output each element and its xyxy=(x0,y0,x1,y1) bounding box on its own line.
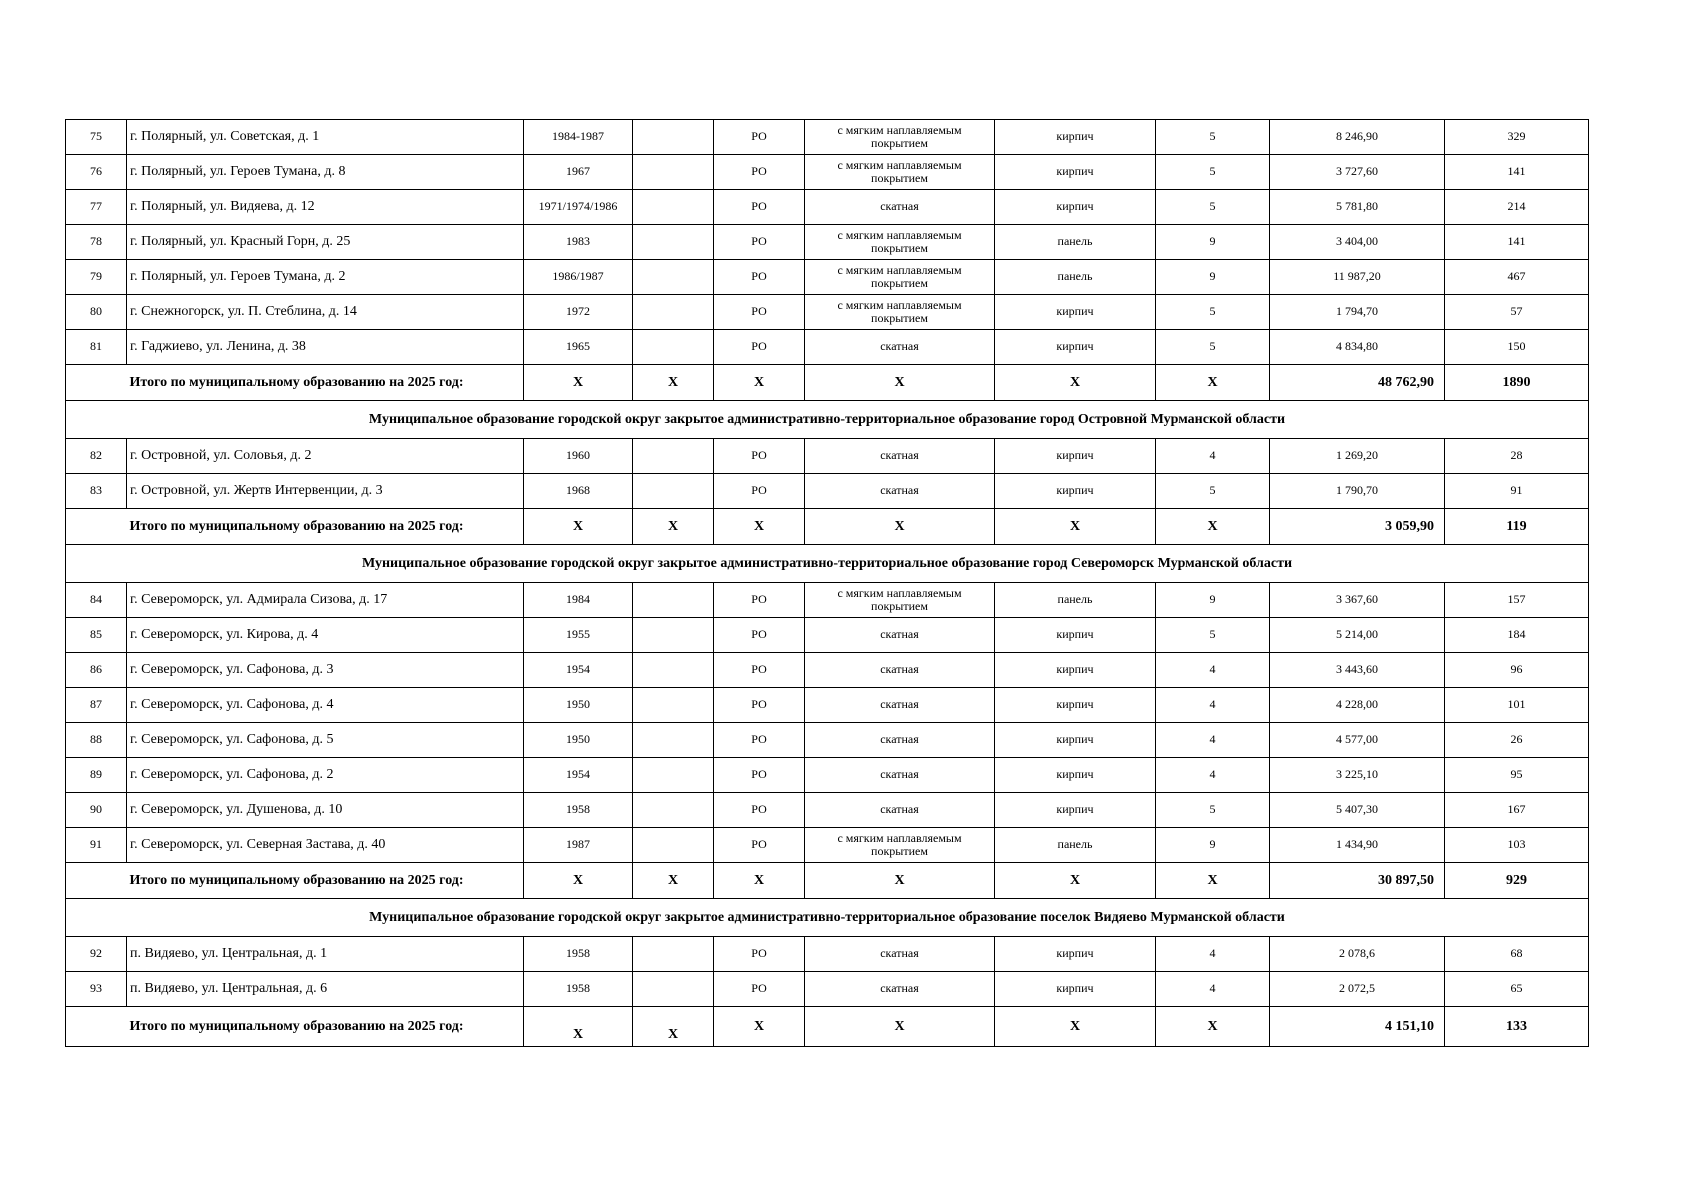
x-mark-cell: X xyxy=(524,509,633,545)
ro-cell: РО xyxy=(714,972,805,1007)
residents-cell: 141 xyxy=(1445,155,1589,190)
empty-cell xyxy=(633,688,714,723)
address-cell: г. Полярный, ул. Советская, д. 1 xyxy=(127,120,524,155)
total-area-cell: 3 059,90 xyxy=(1270,509,1445,545)
total-blank-cell xyxy=(66,863,127,899)
residents-cell: 57 xyxy=(1445,295,1589,330)
x-mark-cell: X xyxy=(1156,1007,1270,1047)
roof-type-cell: скатная xyxy=(805,439,995,474)
address-cell: г. Полярный, ул. Героев Тумана, д. 2 xyxy=(127,260,524,295)
table-row xyxy=(66,972,1589,1007)
x-mark-cell: X xyxy=(805,365,995,401)
address-cell: г. Гаджиево, ул. Ленина, д. 38 xyxy=(127,330,524,365)
year-built-cell: 1954 xyxy=(524,758,633,793)
floors-cell: 9 xyxy=(1156,225,1270,260)
ro-cell: РО xyxy=(714,190,805,225)
roof-type-cell: скатная xyxy=(805,723,995,758)
section-header-row xyxy=(66,545,1589,583)
area-cell: 1 790,70 xyxy=(1270,474,1445,509)
wall-material-cell: кирпич xyxy=(995,190,1156,225)
roof-type-cell: с мягким наплавляемым покрытием xyxy=(805,295,995,330)
section-header-row xyxy=(66,401,1589,439)
residents-cell: 329 xyxy=(1445,120,1589,155)
table-row xyxy=(66,120,1589,155)
row-number-cell: 87 xyxy=(66,688,127,723)
table-row xyxy=(66,190,1589,225)
total-area-cell: 4 151,10 xyxy=(1270,1007,1445,1047)
floors-cell: 4 xyxy=(1156,723,1270,758)
total-blank-cell xyxy=(66,365,127,401)
floors-cell: 4 xyxy=(1156,972,1270,1007)
ro-cell: РО xyxy=(714,688,805,723)
wall-material-cell: кирпич xyxy=(995,330,1156,365)
residents-cell: 91 xyxy=(1445,474,1589,509)
wall-material-cell: панель xyxy=(995,583,1156,618)
address-cell: г. Североморск, ул. Кирова, д. 4 xyxy=(127,618,524,653)
ro-cell: РО xyxy=(714,723,805,758)
floors-cell: 4 xyxy=(1156,937,1270,972)
row-number-cell: 89 xyxy=(66,758,127,793)
wall-material-cell: кирпич xyxy=(995,120,1156,155)
x-mark-cell: X xyxy=(1156,365,1270,401)
empty-cell xyxy=(633,260,714,295)
table-row xyxy=(66,937,1589,972)
row-number-cell: 91 xyxy=(66,828,127,863)
residents-cell: 103 xyxy=(1445,828,1589,863)
floors-cell: 5 xyxy=(1156,155,1270,190)
wall-material-cell: кирпич xyxy=(995,972,1156,1007)
row-number-cell: 88 xyxy=(66,723,127,758)
row-number-cell: 82 xyxy=(66,439,127,474)
total-residents-cell: 119 xyxy=(1445,509,1589,545)
floors-cell: 9 xyxy=(1156,260,1270,295)
residents-cell: 65 xyxy=(1445,972,1589,1007)
ro-cell: РО xyxy=(714,260,805,295)
empty-cell xyxy=(633,295,714,330)
address-cell: г. Североморск, ул. Душенова, д. 10 xyxy=(127,793,524,828)
year-built-cell: 1984-1987 xyxy=(524,120,633,155)
year-built-cell: 1965 xyxy=(524,330,633,365)
roof-type-cell: скатная xyxy=(805,972,995,1007)
roof-type-cell: с мягким наплавляемым покрытием xyxy=(805,120,995,155)
year-built-cell: 1955 xyxy=(524,618,633,653)
area-cell: 2 078,6 xyxy=(1270,937,1445,972)
roof-type-cell: скатная xyxy=(805,190,995,225)
empty-cell xyxy=(633,120,714,155)
x-mark-cell: X xyxy=(524,863,633,899)
wall-material-cell: кирпич xyxy=(995,618,1156,653)
residents-cell: 101 xyxy=(1445,688,1589,723)
x-mark-cell: X xyxy=(633,509,714,545)
total-residents-cell: 929 xyxy=(1445,863,1589,899)
total-label: Итого по муниципальному образованию на 2025 год: xyxy=(127,509,524,545)
address-cell: г. Североморск, ул. Сафонова, д. 2 xyxy=(127,758,524,793)
empty-cell xyxy=(633,439,714,474)
table-row xyxy=(66,474,1589,509)
year-built-cell: 1958 xyxy=(524,972,633,1007)
ro-cell: РО xyxy=(714,583,805,618)
section-header: Муниципальное образование городской округ закрытое административно-территориальное образование поселок Видяево Мурманской области xyxy=(66,899,1589,937)
year-built-cell: 1972 xyxy=(524,295,633,330)
area-cell: 4 228,00 xyxy=(1270,688,1445,723)
x-mark-cell: X xyxy=(714,1007,805,1047)
x-mark-cell: X xyxy=(805,863,995,899)
ro-cell: РО xyxy=(714,439,805,474)
address-cell: г. Североморск, ул. Сафонова, д. 5 xyxy=(127,723,524,758)
roof-type-cell: скатная xyxy=(805,688,995,723)
empty-cell xyxy=(633,758,714,793)
row-number-cell: 75 xyxy=(66,120,127,155)
residents-cell: 150 xyxy=(1445,330,1589,365)
address-cell: г. Североморск, ул. Адмирала Сизова, д. 17 xyxy=(127,583,524,618)
year-built-cell: 1954 xyxy=(524,653,633,688)
area-cell: 3 404,00 xyxy=(1270,225,1445,260)
residents-cell: 68 xyxy=(1445,937,1589,972)
year-built-cell: 1987 xyxy=(524,828,633,863)
roof-type-cell: с мягким наплавляемым покрытием xyxy=(805,225,995,260)
floors-cell: 5 xyxy=(1156,190,1270,225)
floors-cell: 9 xyxy=(1156,828,1270,863)
floors-cell: 9 xyxy=(1156,583,1270,618)
table-row xyxy=(66,793,1589,828)
wall-material-cell: кирпич xyxy=(995,723,1156,758)
total-label: Итого по муниципальному образованию на 2025 год: xyxy=(127,863,524,899)
table-row xyxy=(66,758,1589,793)
ro-cell: РО xyxy=(714,758,805,793)
floors-cell: 4 xyxy=(1156,688,1270,723)
ro-cell: РО xyxy=(714,937,805,972)
empty-cell xyxy=(633,723,714,758)
area-cell: 5 781,80 xyxy=(1270,190,1445,225)
roof-type-cell: с мягким наплавляемым покрытием xyxy=(805,155,995,190)
total-area-cell: 30 897,50 xyxy=(1270,863,1445,899)
ro-cell: РО xyxy=(714,225,805,260)
roof-type-cell: с мягким наплавляемым покрытием xyxy=(805,828,995,863)
residents-cell: 214 xyxy=(1445,190,1589,225)
area-cell: 11 987,20 xyxy=(1270,260,1445,295)
wall-material-cell: кирпич xyxy=(995,937,1156,972)
floors-cell: 4 xyxy=(1156,758,1270,793)
floors-cell: 5 xyxy=(1156,618,1270,653)
row-number-cell: 80 xyxy=(66,295,127,330)
empty-cell xyxy=(633,653,714,688)
row-number-cell: 86 xyxy=(66,653,127,688)
wall-material-cell: панель xyxy=(995,828,1156,863)
empty-cell xyxy=(633,155,714,190)
ro-cell: РО xyxy=(714,793,805,828)
ro-cell: РО xyxy=(714,653,805,688)
floors-cell: 4 xyxy=(1156,439,1270,474)
residents-cell: 467 xyxy=(1445,260,1589,295)
area-cell: 3 727,60 xyxy=(1270,155,1445,190)
total-residents-cell: 1890 xyxy=(1445,365,1589,401)
table-row xyxy=(66,330,1589,365)
table-body xyxy=(66,120,1589,1047)
empty-cell xyxy=(633,474,714,509)
area-cell: 5 407,30 xyxy=(1270,793,1445,828)
row-number-cell: 81 xyxy=(66,330,127,365)
row-number-cell: 76 xyxy=(66,155,127,190)
row-number-cell: 92 xyxy=(66,937,127,972)
row-number-cell: 93 xyxy=(66,972,127,1007)
floors-cell: 5 xyxy=(1156,295,1270,330)
wall-material-cell: панель xyxy=(995,225,1156,260)
wall-material-cell: кирпич xyxy=(995,688,1156,723)
x-mark-cell: X xyxy=(995,509,1156,545)
area-cell: 3 443,60 xyxy=(1270,653,1445,688)
address-cell: г. Полярный, ул. Красный Горн, д. 25 xyxy=(127,225,524,260)
ro-cell: РО xyxy=(714,618,805,653)
total-blank-cell xyxy=(66,1007,127,1047)
floors-cell: 5 xyxy=(1156,330,1270,365)
year-built-cell: 1984 xyxy=(524,583,633,618)
row-number-cell: 78 xyxy=(66,225,127,260)
total-label: Итого по муниципальному образованию на 2025 год: xyxy=(127,365,524,401)
x-mark-cell: X xyxy=(1156,863,1270,899)
address-cell: г. Островной, ул. Жертв Интервенции, д. 3 xyxy=(127,474,524,509)
row-number-cell: 77 xyxy=(66,190,127,225)
table-row xyxy=(66,723,1589,758)
residents-cell: 157 xyxy=(1445,583,1589,618)
ro-cell: РО xyxy=(714,828,805,863)
empty-cell xyxy=(633,972,714,1007)
x-mark-cell: X xyxy=(995,365,1156,401)
address-cell: г. Североморск, ул. Северная Застава, д. 40 xyxy=(127,828,524,863)
roof-type-cell: скатная xyxy=(805,758,995,793)
table-row xyxy=(66,653,1589,688)
roof-type-cell: с мягким наплавляемым покрытием xyxy=(805,260,995,295)
total-label: Итого по муниципальному образованию на 2025 год: xyxy=(127,1007,524,1047)
total-row xyxy=(66,365,1589,401)
area-cell: 4 834,80 xyxy=(1270,330,1445,365)
table-row xyxy=(66,295,1589,330)
roof-type-cell: скатная xyxy=(805,618,995,653)
address-cell: г. Полярный, ул. Героев Тумана, д. 8 xyxy=(127,155,524,190)
table-row xyxy=(66,155,1589,190)
address-cell: г. Снежногорск, ул. П. Стеблина, д. 14 xyxy=(127,295,524,330)
residents-cell: 141 xyxy=(1445,225,1589,260)
wall-material-cell: кирпич xyxy=(995,758,1156,793)
residents-cell: 96 xyxy=(1445,653,1589,688)
x-mark-cell: X xyxy=(714,509,805,545)
x-mark-cell: X xyxy=(995,863,1156,899)
x-mark-cell: X xyxy=(995,1007,1156,1047)
roof-type-cell: скатная xyxy=(805,474,995,509)
wall-material-cell: кирпич xyxy=(995,155,1156,190)
empty-cell xyxy=(633,828,714,863)
table-row xyxy=(66,439,1589,474)
floors-cell: 4 xyxy=(1156,653,1270,688)
ro-cell: РО xyxy=(714,295,805,330)
year-built-cell: 1958 xyxy=(524,937,633,972)
row-number-cell: 79 xyxy=(66,260,127,295)
roof-type-cell: с мягким наплавляемым покрытием xyxy=(805,583,995,618)
empty-cell xyxy=(633,330,714,365)
row-number-cell: 84 xyxy=(66,583,127,618)
table-row xyxy=(66,828,1589,863)
area-cell: 1 794,70 xyxy=(1270,295,1445,330)
address-cell: п. Видяево, ул. Центральная, д. 1 xyxy=(127,937,524,972)
residents-cell: 26 xyxy=(1445,723,1589,758)
x-mark-cell: X xyxy=(633,365,714,401)
total-row xyxy=(66,509,1589,545)
wall-material-cell: кирпич xyxy=(995,474,1156,509)
x-mark-cell: X xyxy=(714,863,805,899)
ro-cell: РО xyxy=(714,474,805,509)
total-blank-cell xyxy=(66,509,127,545)
ro-cell: РО xyxy=(714,155,805,190)
area-cell: 1 434,90 xyxy=(1270,828,1445,863)
x-mark-cell: X xyxy=(633,863,714,899)
row-number-cell: 90 xyxy=(66,793,127,828)
residents-cell: 167 xyxy=(1445,793,1589,828)
x-mark-cell: X xyxy=(524,1007,633,1047)
ro-cell: РО xyxy=(714,120,805,155)
year-built-cell: 1971/1974/1986 xyxy=(524,190,633,225)
wall-material-cell: кирпич xyxy=(995,295,1156,330)
section-header: Муниципальное образование городской округ закрытое административно-территориальное образование город Островной Мурманской области xyxy=(66,401,1589,439)
housing-table xyxy=(65,119,1589,1047)
address-cell: г. Североморск, ул. Сафонова, д. 4 xyxy=(127,688,524,723)
area-cell: 1 269,20 xyxy=(1270,439,1445,474)
area-cell: 3 225,10 xyxy=(1270,758,1445,793)
year-built-cell: 1958 xyxy=(524,793,633,828)
floors-cell: 5 xyxy=(1156,120,1270,155)
roof-type-cell: скатная xyxy=(805,653,995,688)
residents-cell: 95 xyxy=(1445,758,1589,793)
row-number-cell: 83 xyxy=(66,474,127,509)
x-mark-cell: X xyxy=(714,365,805,401)
roof-type-cell: скатная xyxy=(805,793,995,828)
x-mark-cell: X xyxy=(633,1007,714,1047)
row-number-cell: 85 xyxy=(66,618,127,653)
roof-type-cell: скатная xyxy=(805,937,995,972)
residents-cell: 28 xyxy=(1445,439,1589,474)
table-row xyxy=(66,688,1589,723)
empty-cell xyxy=(633,583,714,618)
section-header-row xyxy=(66,899,1589,937)
wall-material-cell: панель xyxy=(995,260,1156,295)
empty-cell xyxy=(633,225,714,260)
x-mark-cell: X xyxy=(524,365,633,401)
empty-cell xyxy=(633,937,714,972)
year-built-cell: 1960 xyxy=(524,439,633,474)
total-row xyxy=(66,1007,1589,1047)
total-row xyxy=(66,863,1589,899)
floors-cell: 5 xyxy=(1156,793,1270,828)
address-cell: г. Североморск, ул. Сафонова, д. 3 xyxy=(127,653,524,688)
total-area-cell: 48 762,90 xyxy=(1270,365,1445,401)
section-header: Муниципальное образование городской округ закрытое административно-территориальное образование город Североморск Мурманской области xyxy=(66,545,1589,583)
roof-type-cell: скатная xyxy=(805,330,995,365)
address-cell: п. Видяево, ул. Центральная, д. 6 xyxy=(127,972,524,1007)
address-cell: г. Полярный, ул. Видяева, д. 12 xyxy=(127,190,524,225)
table-row xyxy=(66,225,1589,260)
address-cell: г. Островной, ул. Соловья, д. 2 xyxy=(127,439,524,474)
empty-cell xyxy=(633,190,714,225)
year-built-cell: 1950 xyxy=(524,688,633,723)
table-row xyxy=(66,618,1589,653)
year-built-cell: 1967 xyxy=(524,155,633,190)
x-mark-cell: X xyxy=(805,509,995,545)
x-mark-cell: X xyxy=(1156,509,1270,545)
ro-cell: РО xyxy=(714,330,805,365)
area-cell: 2 072,5 xyxy=(1270,972,1445,1007)
area-cell: 3 367,60 xyxy=(1270,583,1445,618)
total-residents-cell: 133 xyxy=(1445,1007,1589,1047)
year-built-cell: 1968 xyxy=(524,474,633,509)
wall-material-cell: кирпич xyxy=(995,439,1156,474)
empty-cell xyxy=(633,793,714,828)
x-mark-cell: X xyxy=(805,1007,995,1047)
year-built-cell: 1983 xyxy=(524,225,633,260)
year-built-cell: 1950 xyxy=(524,723,633,758)
table-row xyxy=(66,260,1589,295)
table-row xyxy=(66,583,1589,618)
residents-cell: 184 xyxy=(1445,618,1589,653)
wall-material-cell: кирпич xyxy=(995,653,1156,688)
empty-cell xyxy=(633,618,714,653)
floors-cell: 5 xyxy=(1156,474,1270,509)
area-cell: 4 577,00 xyxy=(1270,723,1445,758)
year-built-cell: 1986/1987 xyxy=(524,260,633,295)
area-cell: 5 214,00 xyxy=(1270,618,1445,653)
wall-material-cell: кирпич xyxy=(995,793,1156,828)
area-cell: 8 246,90 xyxy=(1270,120,1445,155)
